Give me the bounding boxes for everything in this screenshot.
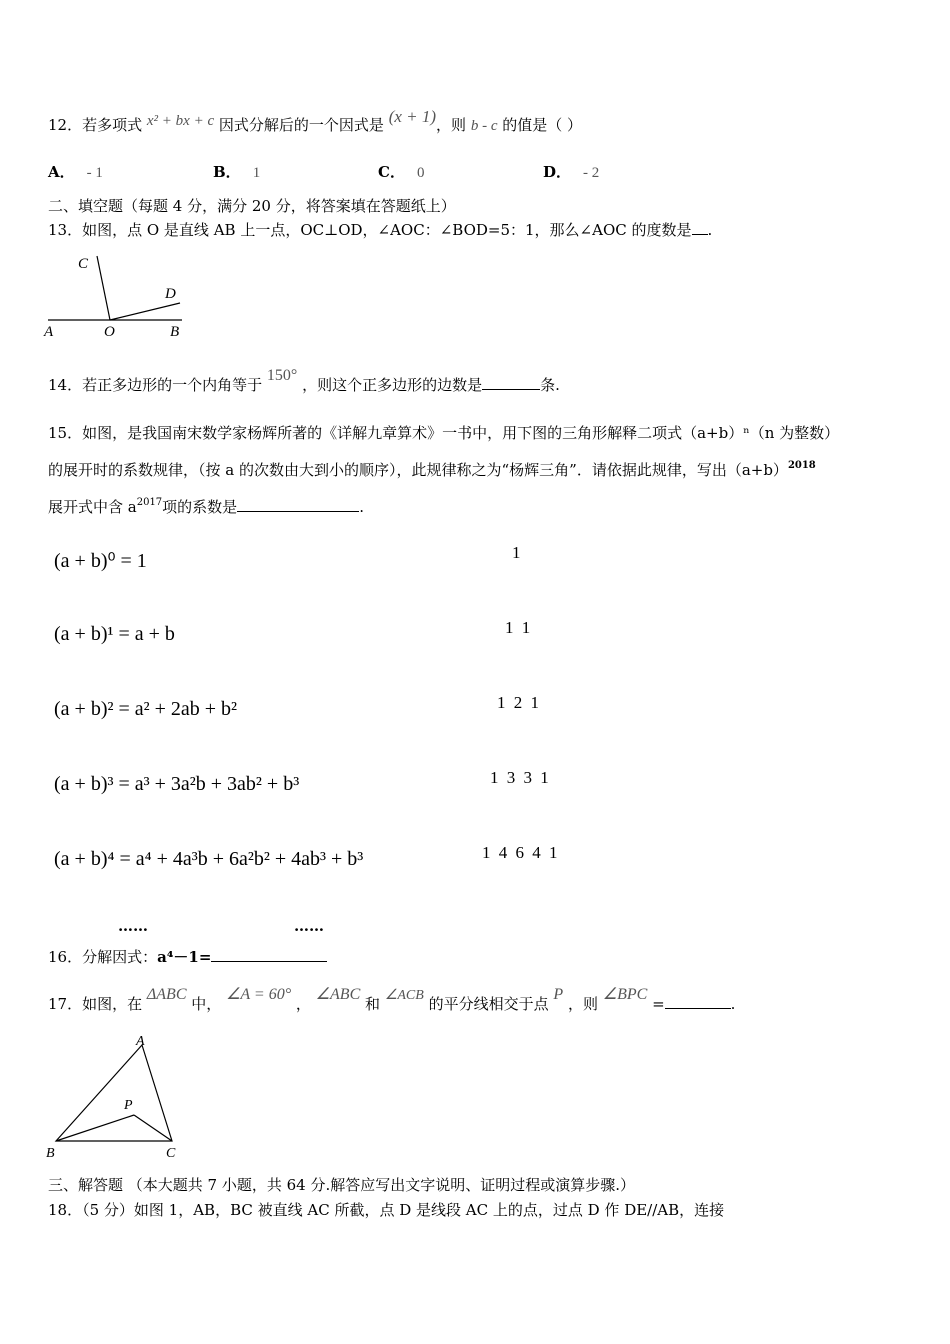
q15-answer-blank xyxy=(237,497,359,512)
q14-answer-blank xyxy=(482,375,540,390)
section-2-heading: 二、填空题（每题 4 分，满分 20 分，将答案填在答题纸上） xyxy=(48,197,456,215)
pascal-row-3-formula: (a + b)³ = a³ + 3a²b + 3ab² + b³ xyxy=(54,773,300,795)
q15-line-1: 15．如图，是我国南宋数学家杨辉所著的《详解九章算术》一书中，用下图的三角形解释二项式（a+b）ⁿ（n 为整数） xyxy=(48,424,840,442)
q15-line-2: 的展开时的系数规律，（按 a 的次数由大到小的顺序），此规律称之为“杨辉三角”．请依据此规律，写出$(a+b)^{2018}$ xyxy=(48,460,816,479)
section-3-heading: 三、解答题 （本大题共 7 小题，共 64 分.解答应写出文字说明、证明过程或演算步骤.） xyxy=(48,1176,636,1194)
q12-option-c: C． 0 xyxy=(378,163,425,181)
triangle-abc xyxy=(56,1045,172,1141)
q12-option-b: B． 1 xyxy=(213,163,261,181)
label-c: C xyxy=(78,256,89,272)
label-c: C xyxy=(166,1146,176,1161)
pascal-dots-right: …… xyxy=(294,917,324,935)
q17-stem: 17．如图，在 ΔABC 中， ∠A = 60° ， ∠ABC 和 ∠ACB 的平分线相交于点 P ，则 ∠BPC = . xyxy=(48,986,736,1013)
q12-factor: (x + 1) xyxy=(388,107,437,126)
segment-cp xyxy=(134,1115,172,1141)
q18-stem: 18．（5 分）如图 1，AB，BC 被直线 AC 所截，点 D 是线段 AC 上的点，过点 D 作 DE//AB，连接 xyxy=(48,1201,725,1219)
q13-stem: 13．如图，点 O 是直线 AB 上一点，OC⊥OD，∠AOC：∠BOD=5：1，那么∠AOC 的度数是 . xyxy=(48,221,713,239)
pascal-row-4-coeffs: 1 4 6 4 1 xyxy=(482,843,560,862)
label-b: B xyxy=(46,1146,55,1161)
pascal-row-3-coeffs: 1 3 3 1 xyxy=(490,768,551,787)
label-a: A xyxy=(136,1034,145,1049)
pascal-row-1-coeffs: 1 1 xyxy=(505,618,533,637)
pascal-row-0-formula: (a + b)⁰ = 1 xyxy=(54,550,147,572)
q16-answer-blank xyxy=(211,947,327,962)
ray-od xyxy=(110,303,180,320)
pascal-dots-left: …… xyxy=(118,917,148,935)
label-d: D xyxy=(165,286,176,302)
q13-answer-blank xyxy=(692,220,708,235)
q12-option-d: D． - 2 xyxy=(543,163,600,181)
pascal-row-4-formula: (a + b)⁴ = a⁴ + 4a³b + 6a²b² + 4ab³ + b³ xyxy=(54,848,364,870)
pascal-row-2-coeffs: 1 2 1 xyxy=(497,693,541,712)
q12-option-a: A． - 1 xyxy=(48,163,103,181)
q12-stem: 12．若多项式 x² + bx + c 因式分解后的一个因式是 (x + 1)，则 b - c 的值是（ ） xyxy=(48,107,583,134)
q14-angle: 150° xyxy=(266,367,298,384)
pascal-row-2-formula: (a + b)² = a² + 2ab + b² xyxy=(54,698,238,720)
q15-line-3: 展开式中含 $a^{2017}$项的系数是 . xyxy=(48,497,364,516)
pascal-row-0-coeffs: 1 xyxy=(512,543,523,562)
q13-figure xyxy=(40,248,200,340)
pascal-row-1-formula: (a + b)¹ = a + b xyxy=(54,623,175,645)
q17-answer-blank xyxy=(665,994,731,1009)
q12-number: 12． xyxy=(48,116,83,134)
q17-figure xyxy=(40,1033,190,1163)
q12-polynomial: x² + bx + c xyxy=(146,113,215,129)
label-o: O xyxy=(104,324,115,340)
label-a: A xyxy=(44,324,54,340)
label-b: B xyxy=(170,324,180,340)
q14-stem: 14．若正多边形的一个内角等于 150° ，则这个正多边形的边数是 条. xyxy=(48,367,560,394)
q12-expression: b - c xyxy=(470,118,498,134)
q16-stem: 16．分解因式：a⁴－1= xyxy=(48,946,327,968)
label-p: P xyxy=(124,1098,133,1113)
ray-oc xyxy=(97,256,110,320)
